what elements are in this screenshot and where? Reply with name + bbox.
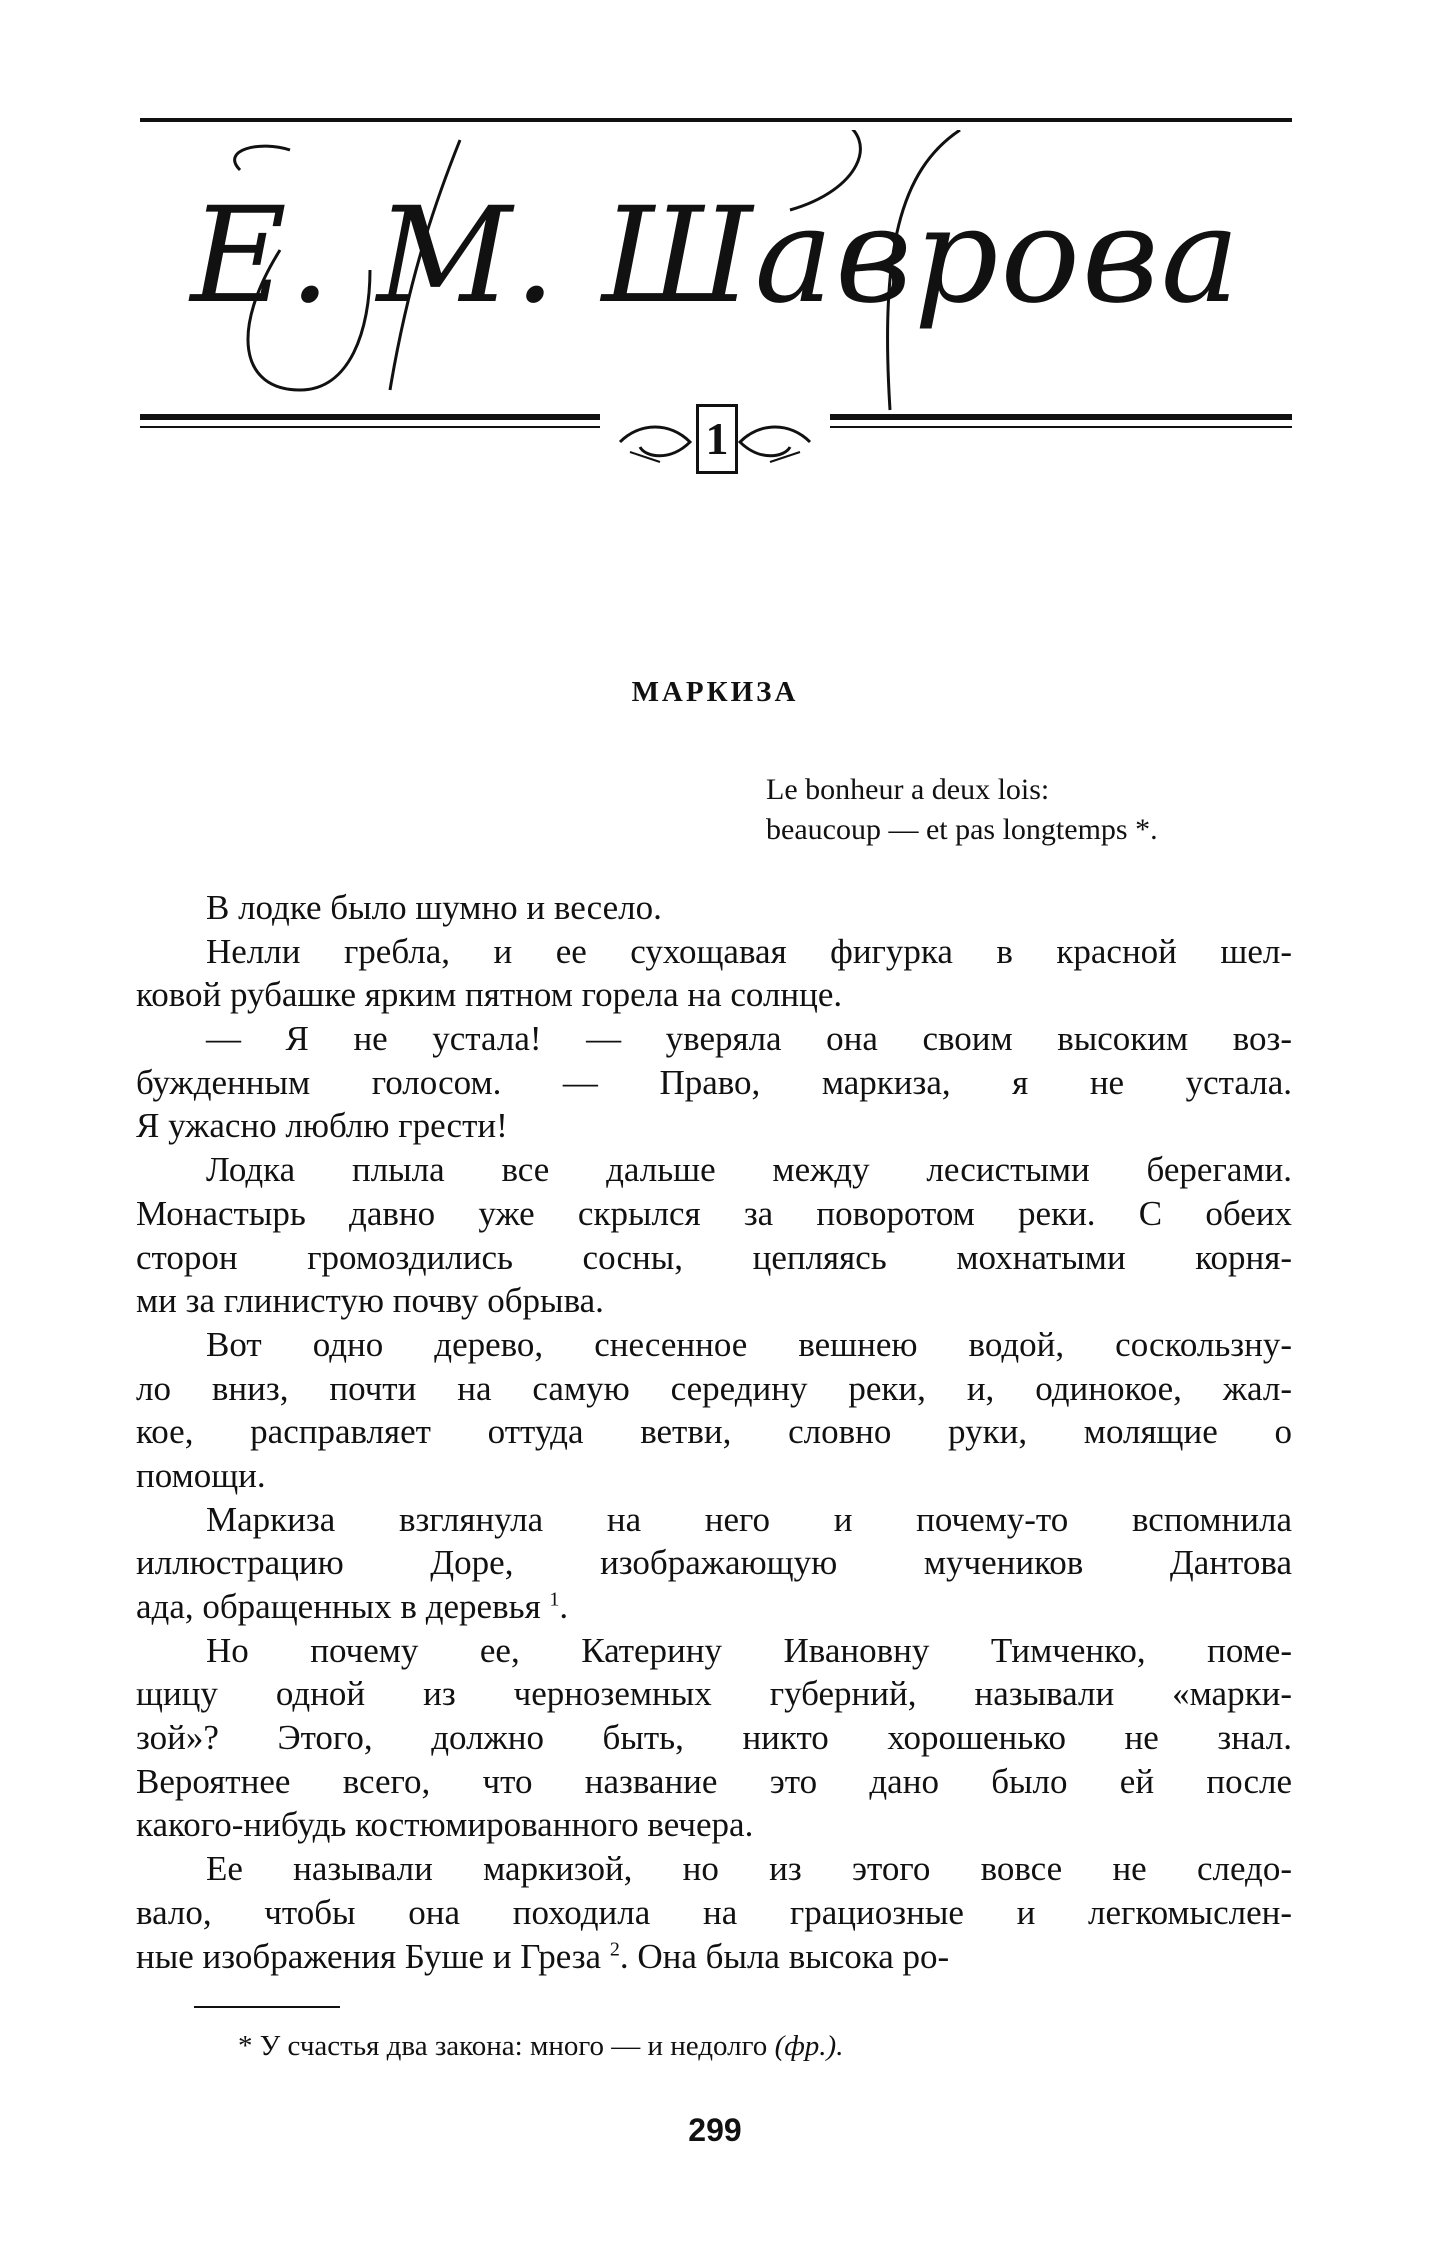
- text-line: какого-нибудь костюмированного вечера.: [136, 1805, 754, 1845]
- footnote-text: У счастья два закона: много — и недолго: [259, 2030, 768, 2062]
- text-line: [136, 1585, 1292, 1629]
- text-line-main: ада, обращенных в деревья: [136, 1587, 541, 1626]
- header-top-rule: [140, 118, 1292, 122]
- text-line: вало, чтобы она походила на грациозные и легкомыслен-: [136, 1892, 1292, 1932]
- epigraph-line: beaucoup — et pas longtemps *.: [766, 813, 1158, 846]
- text-line: иллюстрацию Доре, изображающую мучеников Дантова: [136, 1543, 1292, 1583]
- text-line: Лодка плыла все дальше между лесистыми берегами.: [206, 1150, 1292, 1190]
- text-line: зой»? Этого, должно быть, никто хорошенько не знал.: [136, 1718, 1292, 1758]
- text-line: Ее называли маркизой, но из этого вовсе не следо-: [206, 1849, 1292, 1889]
- chapter-ornament: [600, 392, 830, 492]
- text-line: Маркиза взглянула на него и почему-то вспомнила: [206, 1499, 1292, 1539]
- text-line: Вот одно дерево, снесенное вешнею водой, соскользну-: [206, 1324, 1292, 1364]
- text-line: Вероятнее всего, что название это дано было ей после: [136, 1761, 1292, 1801]
- footnote-rule: [194, 2006, 340, 2008]
- text-line-tail: . Она была высока ро-: [619, 1936, 950, 1976]
- footnote-reference: 1: [549, 1588, 560, 1611]
- text-line: Нелли гребла, и ее сухощавая фигурка в красной шел-: [206, 931, 1292, 971]
- author-header: [140, 130, 1292, 420]
- text-line: бужденным голосом. — Право, маркиза, я не устала.: [136, 1062, 1292, 1102]
- text-line-tail: .: [559, 1587, 569, 1626]
- footnote-marker: *: [238, 2030, 253, 2062]
- body-text: [136, 886, 1292, 1978]
- text-line: ковой рубашке ярким пятном горела на солнце.: [136, 975, 843, 1015]
- text-line: — Я не устала! — уверяла она своим высоким воз-: [206, 1019, 1292, 1059]
- text-line: помощи.: [136, 1455, 266, 1495]
- footnote-reference: 2: [609, 1937, 620, 1960]
- author-name: Е. М. Шаврова: [190, 179, 1242, 333]
- text-line: Монастырь давно уже скрылся за поворотом реки. С обеих: [136, 1193, 1292, 1233]
- text-line: В лодке было шумно и весело.: [206, 888, 662, 927]
- text-line: щицу одной из черноземных губерний, называли «марки-: [136, 1674, 1292, 1714]
- chapter-number: 1: [696, 404, 738, 474]
- text-line: Я ужасно люблю грести!: [136, 1106, 508, 1146]
- epigraph: [766, 770, 1286, 850]
- text-line: Но почему ее, Катерину Ивановну Тимченко, поме-: [206, 1630, 1292, 1670]
- text-line: сторон громоздились сосны, цепляясь мохнатыми корня-: [136, 1237, 1292, 1277]
- text-line: кое, расправляет оттуда ветви, словно руки, молящие о: [136, 1412, 1292, 1452]
- epigraph-line: Le bonheur a deux lois:: [766, 773, 1050, 806]
- story-title: МАРКИЗА: [631, 676, 799, 708]
- text-line-main: ные изображения Буше и Греза: [136, 1936, 602, 1976]
- text-line: ми за глинистую почву обрыва.: [136, 1281, 604, 1321]
- text-line: [136, 1935, 1292, 1979]
- footnote: [238, 2030, 1238, 2063]
- page-number: 299: [688, 2112, 742, 2148]
- text-line: ло вниз, почти на самую середину реки, и, одинокое, жал-: [136, 1368, 1292, 1408]
- footnote-language-note: (фр.).: [774, 2030, 844, 2062]
